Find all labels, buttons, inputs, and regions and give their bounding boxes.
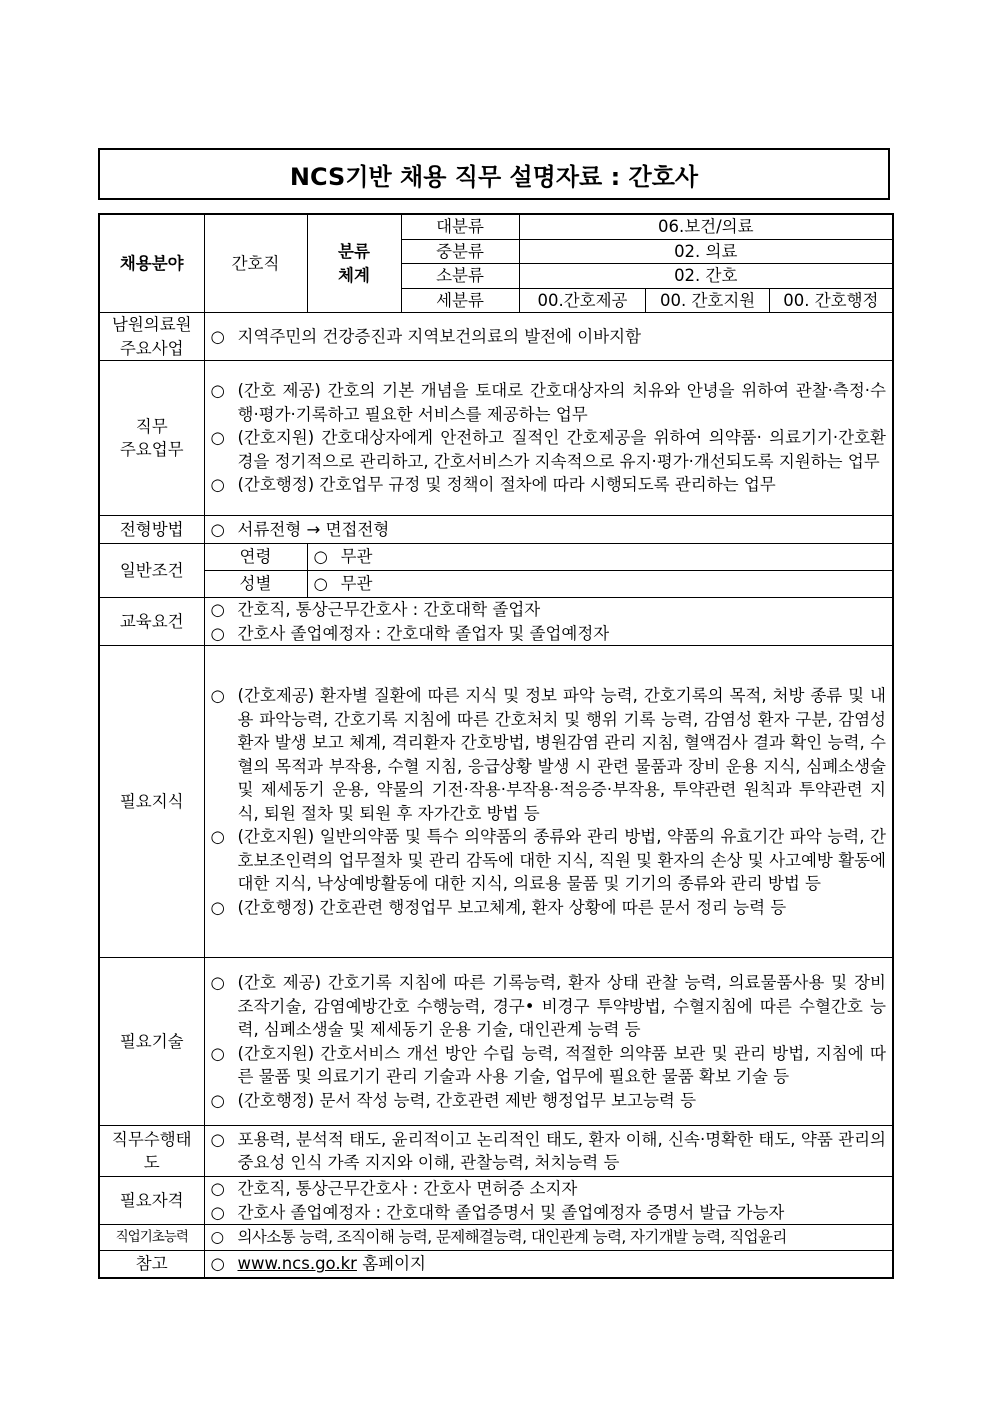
age-value: 무관 (340, 547, 373, 567)
bullet-icon: ○ (210, 897, 225, 917)
knowledge-item: (간호지원) 일반의약품 및 특수 의약품의 종류와 관리 방법, 약품의 유효기간 파악 능력, 간호보조인력의 업무절차 및 관리 감독에 대한 지식, 직원 및 환자의 손상 및 사고예방 활동에 대한 지식, 낙상예방활동에 대한 지식, 의료용 물품 및 기기의 종류와 관리 방법 등 (237, 827, 886, 893)
business-content (204, 313, 893, 361)
reference-label: 참고 (99, 1251, 204, 1278)
qualification-item: 간호사 졸업예정자 : 간호대학 졸업증명서 및 졸업예정자 증명서 발급 가능자 (237, 1202, 785, 1222)
skills-item: (간호지원) 간호서비스 개선 방안 수립 능력, 적절한 의약품 보관 및 관리 방법, 지침에 따른 물품 및 의료기기 관리 기술과 사용 기술, 업무에 필요한 물품 확보 기술 등 (237, 1043, 886, 1086)
basic-ability-content (204, 1225, 893, 1251)
duty-item: (간호 제공) 간호의 기본 개념을 토대로 간호대상자의 치유와 안녕을 위하여 관찰·측정·수행·평가·기록하고 필요한 서비스를 제공하는 업무 (237, 381, 886, 424)
bullet-icon: ○ (313, 547, 328, 567)
duty-item: (간호지원) 간호대상자에게 안전하고 질적인 간호제공을 위하여 의약품· 의료기기·간호환경을 정기적으로 관리하고, 간호서비스가 지속적으로 유지·평가·개선되도록 지원하는 업무 (237, 428, 886, 471)
gender-label: 성별 (204, 571, 307, 598)
bullet-icon: ○ (210, 1043, 225, 1063)
page-title: NCS기반 채용 직무 설명자료 : 간호사 (98, 148, 890, 200)
recruit-field-value: 간호직 (204, 214, 307, 313)
bullet-icon: ○ (210, 1254, 225, 1273)
bullet-icon: ○ (210, 1179, 225, 1198)
attitude-label: 직무수행태 도 (99, 1126, 204, 1177)
ncs-website-link[interactable]: www.ncs.go.kr (237, 1254, 357, 1273)
middle-class-value: 02. 의료 (519, 239, 893, 264)
recruit-field-label: 채용분야 (99, 214, 204, 313)
education-content (204, 598, 893, 646)
middle-class-label: 중분류 (401, 239, 519, 264)
knowledge-content (204, 646, 893, 958)
bullet-icon: ○ (210, 326, 225, 346)
reference-suffix: 홈페이지 (356, 1254, 426, 1273)
bullet-icon: ○ (210, 600, 225, 619)
job-description-table (98, 213, 894, 1279)
selection-content (204, 516, 893, 544)
attitude-item: 포용력, 분석적 태도, 윤리적이고 논리적인 태도, 환자 이해, 신속·명확한 태도, 약품 관리의 중요성 인식 가족 지지와 이해, 관찰능력, 처치능력 등 (237, 1129, 886, 1172)
detail-class-values (519, 288, 893, 313)
bullet-icon: ○ (210, 428, 225, 448)
basic-ability-value: 의사소통 능력, 조직이해 능력, 문제해결능력, 대인관계 능력, 자기개발 능력, 직업윤리 (237, 1227, 787, 1246)
bullet-icon: ○ (210, 519, 225, 539)
bullet-icon: ○ (210, 475, 225, 495)
bullet-icon: ○ (210, 381, 225, 401)
bullet-icon: ○ (210, 1129, 225, 1149)
gender-content (307, 571, 893, 598)
minor-class-value: 02. 간호 (519, 264, 893, 289)
education-item: 간호사 졸업예정자 : 간호대학 졸업자 및 졸업예정자 (237, 623, 610, 643)
qualification-label: 필요자격 (99, 1177, 204, 1225)
age-content (307, 544, 893, 571)
qualification-item: 간호직, 통상근무간호사 : 간호사 면허증 소지자 (237, 1179, 578, 1198)
detail-class-item: 00. 간호지원 (646, 289, 769, 313)
attitude-content (204, 1126, 893, 1177)
bullet-icon: ○ (210, 1227, 224, 1246)
classification-label: 분류 체계 (307, 214, 401, 313)
knowledge-item: (간호제공) 환자별 질환에 따른 지식 및 정보 파악 능력, 간호기록의 목적, 처방 종류 및 내용 파악능력, 간호기록 지침에 따른 간호처치 및 행위 기록 능력, 감염성 환자 구분, 감염성 환자 발생 보고 체계, 격리환자 간호방법, 병원감염 관리 지침, 혈액검사 결과 확인 능력, 수혈의 목적과 부작용, 수혈 지침, 응급상황 발생 시 관련 물품과 장비 운용 지식, 심폐소생술 및 제세동기 운용, 약물의 기전·작용·부작용·적응증·부작용, 투약관련 원칙과 투약관련 지식, 퇴원 절차 및 퇴원 후 자가간호 방법 등 (237, 686, 886, 823)
age-label: 연령 (204, 544, 307, 571)
skills-content (204, 958, 893, 1126)
general-label: 일반조건 (99, 544, 204, 598)
bullet-icon: ○ (210, 1090, 225, 1110)
selection-value: 서류전형 → 면접전형 (237, 519, 390, 539)
detail-class-item: 00. 간호행정 (769, 289, 892, 313)
bullet-icon: ○ (210, 827, 225, 846)
bullet-icon: ○ (210, 973, 225, 992)
major-class-label: 대분류 (401, 214, 519, 239)
knowledge-item: (간호행정) 간호관련 행정업무 보고체계, 환자 상황에 따른 문서 정리 능력 등 (237, 897, 787, 917)
bullet-icon: ○ (313, 574, 328, 594)
qualification-content (204, 1177, 893, 1225)
bullet-icon: ○ (210, 1202, 225, 1222)
knowledge-label: 필요지식 (99, 646, 204, 958)
duty-label: 직무 주요업무 (99, 361, 204, 516)
business-label: 남원의료원 주요사업 (99, 313, 204, 361)
gender-value: 무관 (340, 574, 373, 594)
detail-class-item: 00.간호제공 (537, 290, 628, 310)
basic-ability-label: 직업기초능력 (99, 1225, 204, 1251)
education-item: 간호직, 통상근무간호사 : 간호대학 졸업자 (237, 600, 541, 619)
duty-item: (간호행정) 간호업무 규정 및 정책이 절차에 따라 시행되도록 관리하는 업무 (237, 475, 776, 495)
detail-class-label: 세분류 (401, 288, 519, 313)
minor-class-label: 소분류 (401, 264, 519, 289)
bullet-icon: ○ (210, 623, 225, 643)
business-item: 지역주민의 건강증진과 지역보건의료의 발전에 이바지함 (237, 326, 642, 346)
education-label: 교육요건 (99, 598, 204, 646)
major-class-value: 06.보건/의료 (519, 214, 893, 239)
skills-item: (간호행정) 문서 작성 능력, 간호관련 제반 행정업무 보고능력 등 (237, 1090, 697, 1110)
skills-item: (간호 제공) 간호기록 지침에 따른 기록능력, 환자 상태 관찰 능력, 의료물품사용 및 장비 조작기술, 감염예방간호 수행능력, 경구• 비경구 투약방법, 수혈지침에 따른 수혈간호 능력, 심폐소생술 및 제세동기 운용 기술, 대인관계 능력 등 (237, 973, 886, 1039)
duty-content (204, 361, 893, 516)
selection-label: 전형방법 (99, 516, 204, 544)
bullet-icon: ○ (210, 686, 225, 705)
reference-content (204, 1251, 893, 1278)
skills-label: 필요기술 (99, 958, 204, 1126)
